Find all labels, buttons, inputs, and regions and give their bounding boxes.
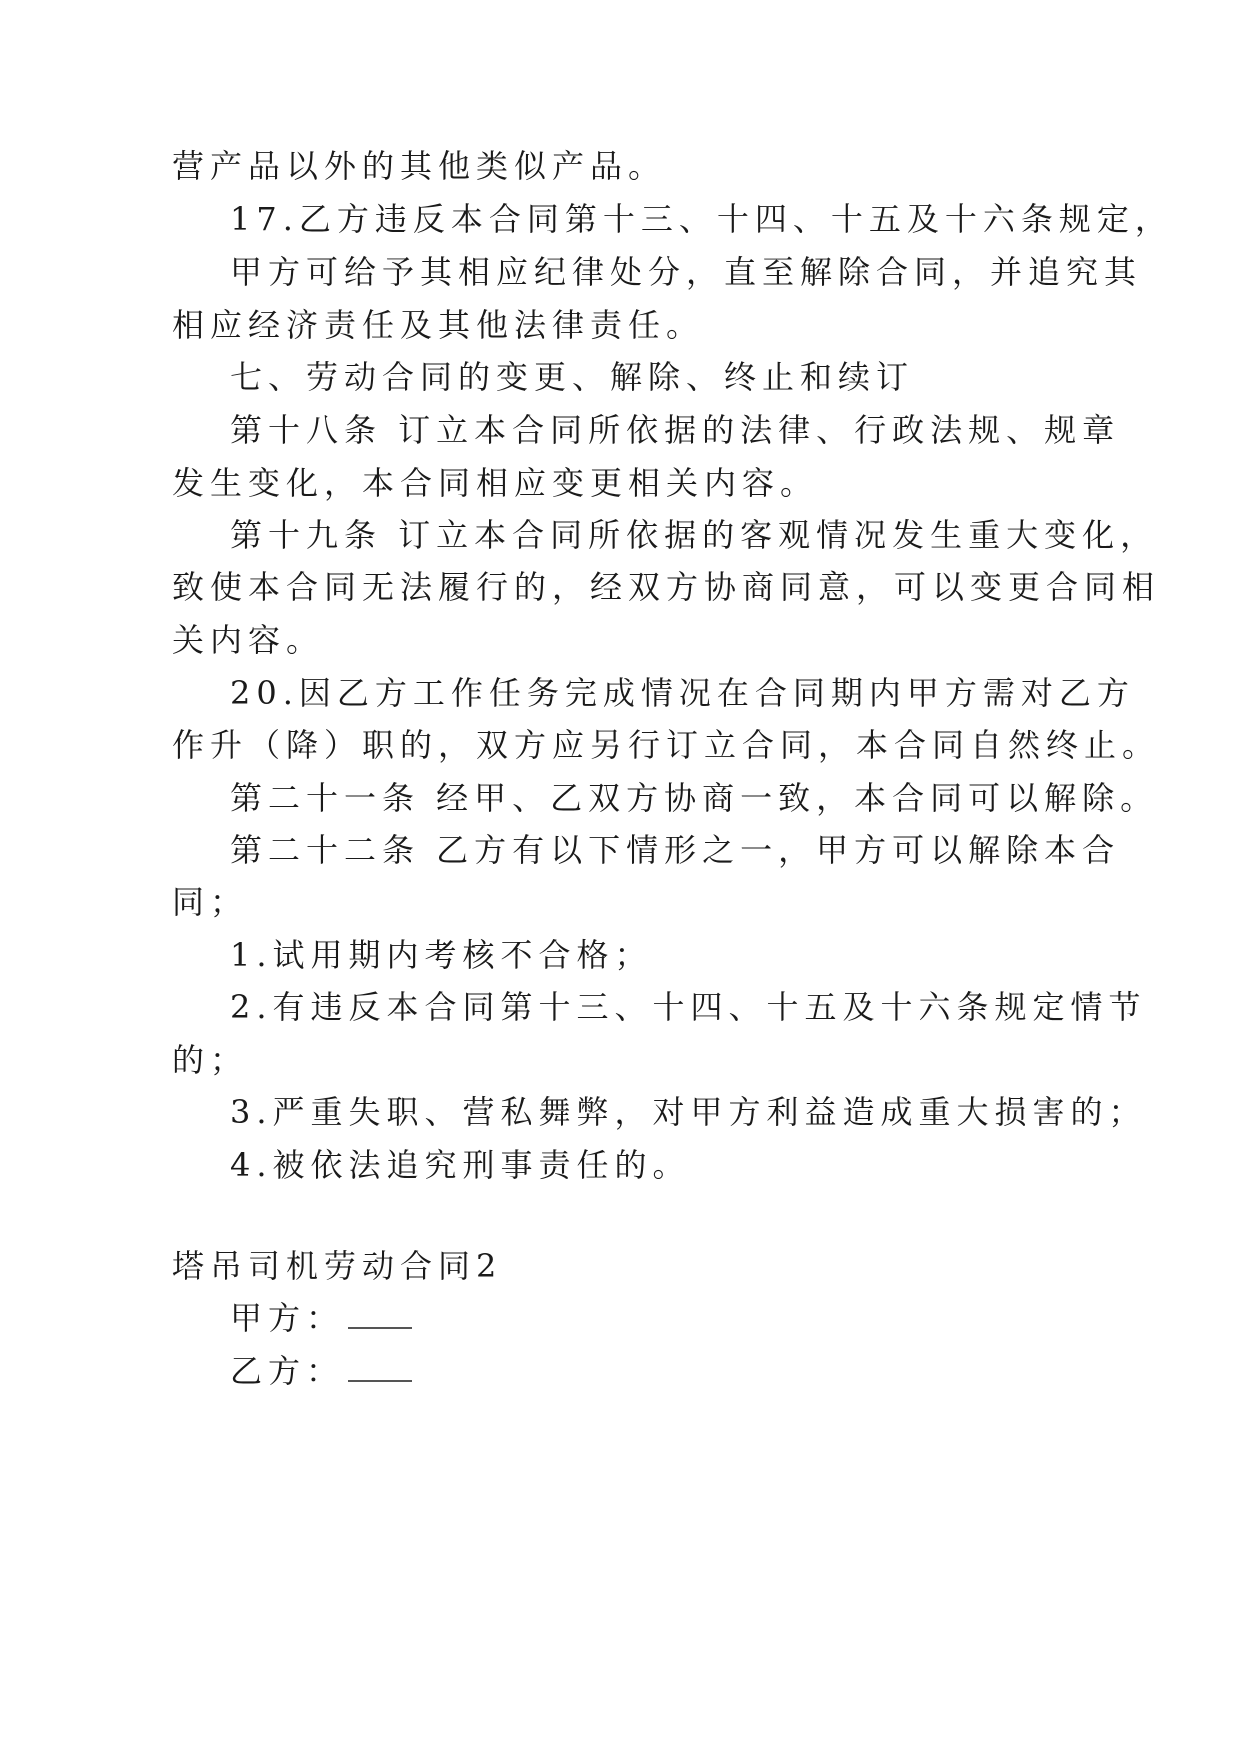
text-line: 关内容。 [172, 621, 325, 659]
list-item: 2.有违反本合同第十三、十四、十五及十六条规定情节 [230, 988, 1147, 1026]
text-line: 作升（降）职的，双方应另行订立合同，本合同自然终止。 [172, 726, 1161, 764]
list-item: 3.严重失职、营私舞弊，对甲方利益造成重大损害的； [230, 1093, 1147, 1131]
document-title: 塔吊司机劳动合同2 [172, 1247, 503, 1285]
party-a-row [230, 1298, 412, 1338]
text-line: 第二十二条 乙方有以下情形之一，甲方可以解除本合 [230, 831, 1121, 869]
party-a-blank [348, 1301, 412, 1329]
party-b-blank [348, 1354, 412, 1382]
text-line: 的； [172, 1041, 249, 1079]
list-item: 1.试用期内考核不合格； [230, 936, 653, 974]
text-line: 第十八条 订立本合同所依据的法律、行政法规、规章 [230, 411, 1121, 449]
party-b-label: 乙方： [230, 1352, 345, 1390]
party-a-label: 甲方： [230, 1299, 345, 1337]
text-line: 发生变化，本合同相应变更相关内容。 [172, 464, 819, 502]
text-line: 17.乙方违反本合同第十三、十四、十五及十六条规定， [230, 200, 1173, 238]
text-line: 第二十一条 经甲、乙双方协商一致，本合同可以解除。 [230, 779, 1159, 817]
text-line: 第十九条 订立本合同所依据的客观情况发生重大变化， [230, 516, 1159, 554]
text-line: 同； [172, 883, 249, 921]
text-line: 营产品以外的其他类似产品。 [172, 147, 667, 185]
party-b-row [230, 1351, 412, 1391]
text-line: 致使本合同无法履行的，经双方协商同意，可以变更合同相 [172, 568, 1161, 606]
text-line: 相应经济责任及其他法律责任。 [172, 306, 705, 344]
list-item: 4.被依法追究刑事责任的。 [230, 1146, 691, 1184]
text-line: 20.因乙方工作任务完成情况在合同期内甲方需对乙方 [230, 674, 1135, 712]
section-heading: 七、劳动合同的变更、解除、终止和续订 [230, 358, 915, 396]
text-line: 甲方可给予其相应纪律处分，直至解除合同，并追究其 [230, 253, 1143, 291]
